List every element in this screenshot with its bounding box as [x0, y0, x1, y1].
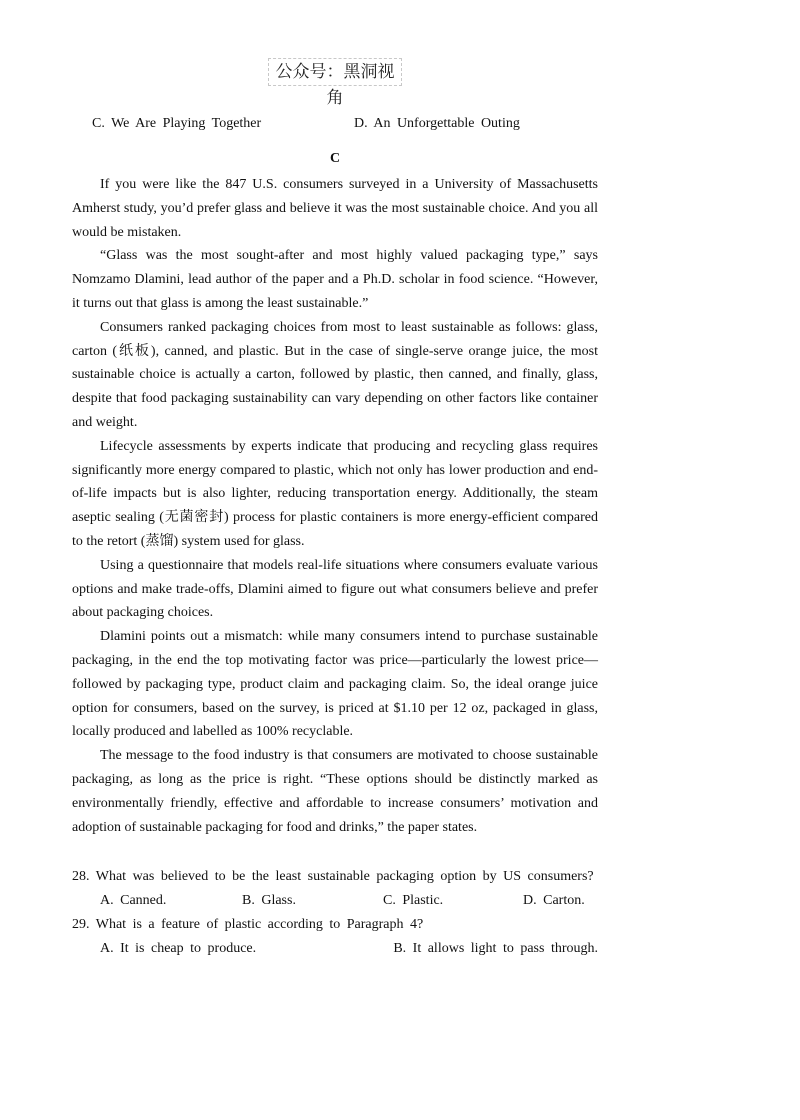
- question-28-option-c: C. Plastic.: [383, 893, 444, 908]
- paragraph-3: Consumers ranked packaging choices from most to least sustainable as follows: glass, carton (纸板), canned, and plastic. But in the case of single-serve orange juice, the most sustainable choice is actually a carton, followed by plastic, then canned, and finally, glass, despite that food packaging sustainability can vary depending on other factors like container and weight.: [72, 319, 598, 430]
- paragraph-2: “Glass was the most sought-after and most highly valued packaging type,” says Nomzamo Dlamini, lead author of the paper and a Ph.D. scholar in food science. “However, it turns out that glass is among the least sustainable.”: [72, 248, 598, 311]
- paragraph-7: The message to the food industry is that consumers are motivated to choose sustainable packaging, as long as the price is right. “These options should be distinctly marked as environmentally friendly, effective and affordable to increase consumers’ motivation and adoption of sustainable packaging for food and drinks,” the paper states.: [72, 748, 598, 835]
- question-list: [72, 865, 598, 961]
- watermark: 公众号：黑洞视角: [268, 58, 402, 86]
- paragraph-6: Dlamini points out a mismatch: while many consumers intend to purchase sustainable packaging, in the end the top motivating factor was price—particularly the lowest price—followed by packaging type, product claim and packaging claim. So, the ideal orange juice option for consumers, based on the survey, is priced at $1.10 per 12 oz, packaged in glass, locally produced and labelled as 100% recyclable.: [72, 629, 598, 740]
- question-28-options: [72, 889, 598, 913]
- question-28-option-b: B. Glass.: [242, 893, 296, 908]
- question-29-stem: 29. What is a feature of plastic according to Paragraph 4?: [72, 917, 424, 932]
- paragraph-4: Lifecycle assessments by experts indicate that producing and recycling glass requires significantly more energy compared to plastic, which not only has lower production and end-of-life impacts but is also lighter, reducing transportation energy. Additionally, the steam aseptic sealing (无菌密封) process for plastic containers is more energy-efficient compared to the retort (蒸馏) system used for glass.: [72, 438, 598, 549]
- question-28-stem: 28. What was believed to be the least sustainable packaging option by US consumers?: [72, 869, 594, 884]
- reading-passage: [72, 173, 598, 839]
- question-29-option-b: B. It allows light to pass through.: [393, 941, 598, 956]
- question-28-option-a: A. Canned.: [100, 893, 167, 908]
- question-28-option-d: D. Carton.: [523, 893, 585, 908]
- question-29-options: [72, 937, 598, 961]
- question-29-option-a: A. It is cheap to produce.: [100, 941, 257, 956]
- paragraph-5: Using a questionnaire that models real-life situations where consumers evaluate various options and make trade-offs, Dlamini aimed to figure out what consumers believe and prefer about packaging choices.: [72, 557, 598, 621]
- option-d: D. An Unforgettable Outing: [354, 116, 520, 131]
- previous-question-options: [92, 116, 612, 138]
- section-heading: C: [329, 151, 341, 166]
- paragraph-1: If you were like the 847 U.S. consumers surveyed in a University of Massachusetts Amherst study, you’d prefer glass and believe it was the most sustainable choice. And you all would be mistaken.: [72, 177, 598, 240]
- option-c: C. We Are Playing Together: [92, 116, 262, 131]
